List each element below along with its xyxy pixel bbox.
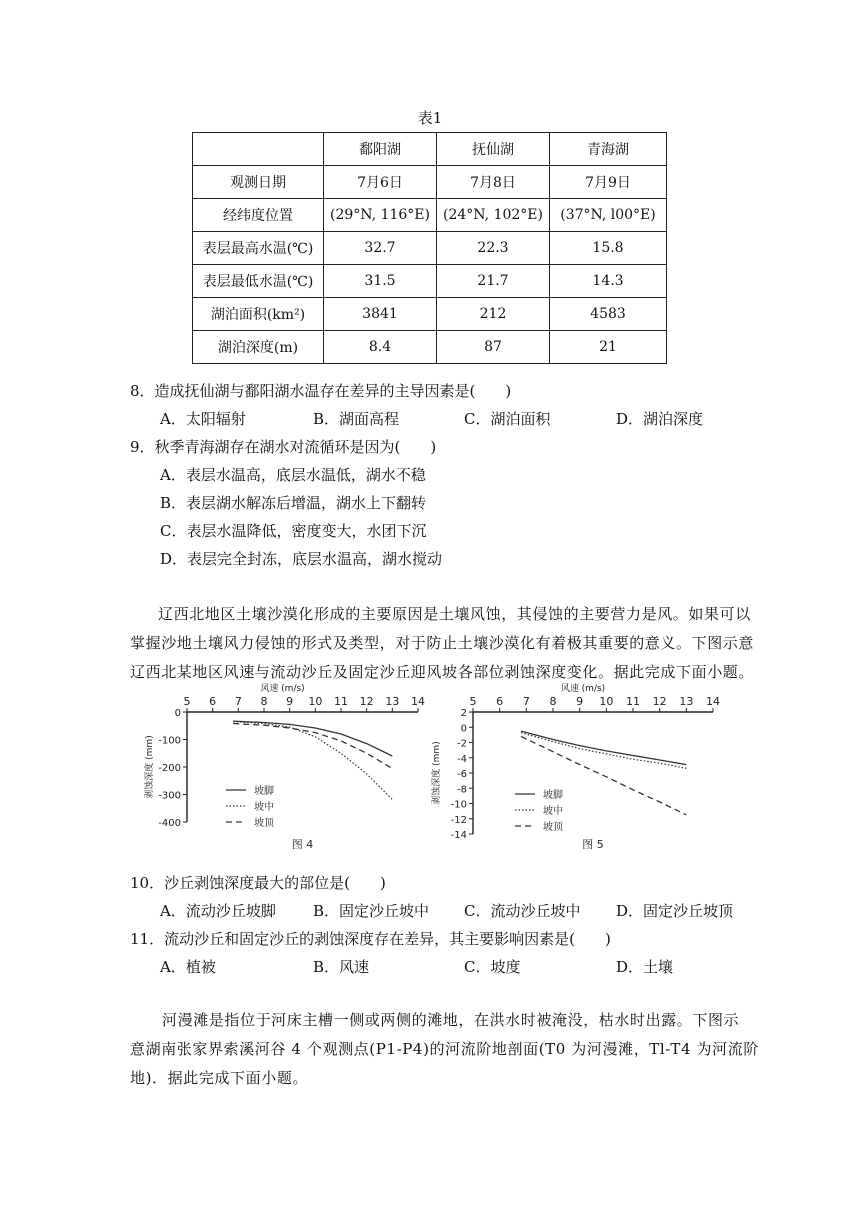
x-axis-label: 风速 (m/s) [260, 684, 305, 694]
y-tick-label: -12 [450, 814, 467, 826]
table-cell: 7月9日 [550, 166, 667, 199]
q9-option-a: A．表层水温高，底层水温低，湖水不稳 [160, 466, 426, 484]
table-cell: 8.4 [324, 331, 437, 364]
q9-option-c: C．表层水温降低，密度变大，水团下沉 [160, 522, 427, 540]
x-tick-label: 8 [260, 695, 268, 708]
lake-data-table [192, 132, 667, 364]
y-tick-label: -10 [450, 799, 467, 811]
x-tick-label: 7 [234, 695, 242, 708]
table-header-cell: 鄱阳湖 [324, 133, 437, 166]
question-11-stem: 11．流动沙丘和固定沙丘的剥蚀深度存在差异，其主要影响因素是( ) [130, 930, 611, 948]
table-header-cell: 青海湖 [550, 133, 667, 166]
table-row [193, 298, 667, 331]
x-tick-label: 9 [286, 695, 294, 708]
legend-label: 坡中 [254, 802, 274, 813]
table-cell: 表层最高水温(℃) [193, 232, 324, 265]
table-cell: 3841 [324, 298, 437, 331]
table-cell: 14.3 [550, 265, 667, 298]
y-tick-label: -200 [158, 763, 181, 774]
q10-option-d: D．固定沙丘坡顶 [616, 902, 734, 920]
table-cell: 22.3 [437, 232, 550, 265]
figure-caption: 图 5 [582, 838, 604, 851]
table-cell: 湖泊面积(km²) [193, 298, 324, 331]
x-tick-label: 14 [411, 695, 425, 708]
y-axis-label: 剥蚀深度 (mm) [145, 735, 155, 799]
q8-option-b: B．湖面高程 [313, 410, 400, 428]
figure-4-chart [140, 682, 430, 854]
x-tick-label: 12 [359, 695, 374, 708]
x-tick-label: 13 [385, 695, 400, 708]
table-row [193, 166, 667, 199]
table-cell: 7月8日 [437, 166, 550, 199]
legend-label: 坡脚 [254, 786, 274, 797]
table-cell: (37°N, l00°E) [550, 199, 667, 232]
table-cell: 观测日期 [193, 166, 324, 199]
x-tick-label: 11 [626, 695, 640, 708]
x-tick-label: 13 [679, 695, 694, 708]
q10-option-c: C．流动沙丘坡中 [464, 902, 581, 920]
passage-line: 掌握沙地土壤风力侵蚀的形式及类型，对于防止土壤沙漠化有着极其重要的意义。下图示意 [130, 634, 755, 652]
table-header-cell: 抚仙湖 [437, 133, 550, 166]
table-cell: 32.7 [324, 232, 437, 265]
table-cell: (29°N, 116°E) [324, 199, 437, 232]
table-cell: 15.8 [550, 232, 667, 265]
table-caption: 表1 [417, 109, 443, 127]
x-tick-label: 10 [599, 695, 614, 708]
series-line-3 [521, 736, 686, 815]
table-row [193, 265, 667, 298]
table-cell: 212 [437, 298, 550, 331]
x-tick-label: 8 [549, 695, 557, 708]
table-row [193, 232, 667, 265]
y-tick-label: -2 [457, 738, 467, 750]
y-tick-label: -300 [158, 790, 181, 802]
y-tick-label: 2 [460, 708, 467, 719]
passage-line: 辽西北某地区风速与流动沙丘及固定沙丘迎风坡各部位剥蚀深度变化。据此完成下面小题。 [130, 663, 755, 681]
x-tick-label: 5 [183, 695, 191, 708]
series-line-1 [233, 721, 392, 756]
table-cell: 21.7 [437, 265, 550, 298]
passage-line: 意湖南张家界索溪河谷 4 个观测点(P1-P4)的河流阶地剖面(T0 为河漫滩，Tl-T4 为河流阶 [130, 1040, 759, 1058]
y-tick-label: -400 [158, 818, 181, 829]
x-tick-label: 14 [706, 695, 720, 708]
q11-option-d: D．土壤 [616, 958, 674, 976]
legend-label: 坡中 [543, 806, 563, 817]
q11-option-c: C．坡度 [464, 958, 521, 976]
passage-line: 地)．据此完成下面小题。 [130, 1069, 309, 1087]
table-cell: 21 [550, 331, 667, 364]
figure-caption: 图 4 [291, 838, 314, 851]
x-tick-label: 9 [576, 695, 584, 708]
question-10-stem: 10．沙丘剥蚀深度最大的部位是( ) [130, 874, 386, 892]
x-tick-label: 6 [209, 695, 217, 708]
q8-option-d: D．湖泊深度 [616, 410, 704, 428]
y-tick-label: -8 [457, 784, 467, 796]
passage-line: 河漫滩是指位于河床主槽一侧或两侧的滩地，在洪水时被淹没，枯水时出露。下图示 [162, 1011, 740, 1029]
q9-option-d: D．表层完全封冻，底层水温高，湖水搅动 [160, 550, 443, 568]
table-cell: 经纬度位置 [193, 199, 324, 232]
q9-option-b: B．表层湖水解冻后增温，湖水上下翻转 [160, 494, 427, 512]
table-cell: (24°N, 102°E) [437, 199, 550, 232]
table-row [193, 199, 667, 232]
table-header-row [193, 133, 667, 166]
q8-option-a: A．太阳辐射 [160, 410, 246, 428]
table-cell: 湖泊深度(m) [193, 331, 324, 364]
series-line-3 [233, 724, 392, 769]
series-line-1 [521, 731, 686, 765]
y-tick-label: 0 [460, 723, 467, 735]
passage-floodplain [130, 1006, 850, 1093]
y-axis-label: 剥蚀深度 (mm) [432, 741, 442, 805]
x-axis-label: 风速 (m/s) [560, 684, 606, 694]
q11-option-a: A．植被 [160, 958, 216, 976]
q10-option-a: A．流动沙丘坡脚 [160, 902, 276, 920]
table-header-cell [193, 133, 324, 166]
x-tick-label: 7 [522, 695, 530, 708]
table-cell: 87 [437, 331, 550, 364]
x-tick-label: 6 [496, 695, 504, 708]
q11-option-b: B．风速 [313, 958, 370, 976]
table-cell: 表层最低水温(℃) [193, 265, 324, 298]
y-tick-label: 0 [174, 708, 181, 719]
y-tick-label: -4 [457, 753, 467, 765]
y-tick-label: -14 [450, 830, 467, 841]
x-tick-label: 5 [469, 695, 477, 708]
legend-label: 坡顶 [254, 818, 274, 829]
figure-5-chart [425, 682, 725, 854]
question-9-stem: 9．秋季青海湖存在湖水对流循环是因为( ) [130, 438, 437, 456]
y-tick-label: -6 [457, 769, 467, 780]
x-tick-label: 11 [334, 695, 348, 708]
x-tick-label: 12 [652, 695, 667, 708]
legend-label: 坡顶 [543, 822, 563, 833]
table-cell: 7月6日 [324, 166, 437, 199]
y-tick-label: -100 [158, 735, 181, 747]
x-tick-label: 10 [308, 695, 323, 708]
passage-wind-erosion [130, 600, 850, 687]
question-8-stem: 8．造成抚仙湖与鄱阳湖水温存在差异的主导因素是( ) [130, 382, 512, 400]
table-cell: 4583 [550, 298, 667, 331]
q8-option-c: C．湖泊面积 [464, 410, 551, 428]
q10-option-b: B．固定沙丘坡中 [313, 902, 430, 920]
table-cell: 31.5 [324, 265, 437, 298]
passage-line: 辽西北地区土壤沙漠化形成的主要原因是土壤风蚀，其侵蚀的主要营力是风。如果可以 [158, 605, 751, 623]
legend-label: 坡脚 [543, 790, 563, 801]
table-row [193, 331, 667, 364]
